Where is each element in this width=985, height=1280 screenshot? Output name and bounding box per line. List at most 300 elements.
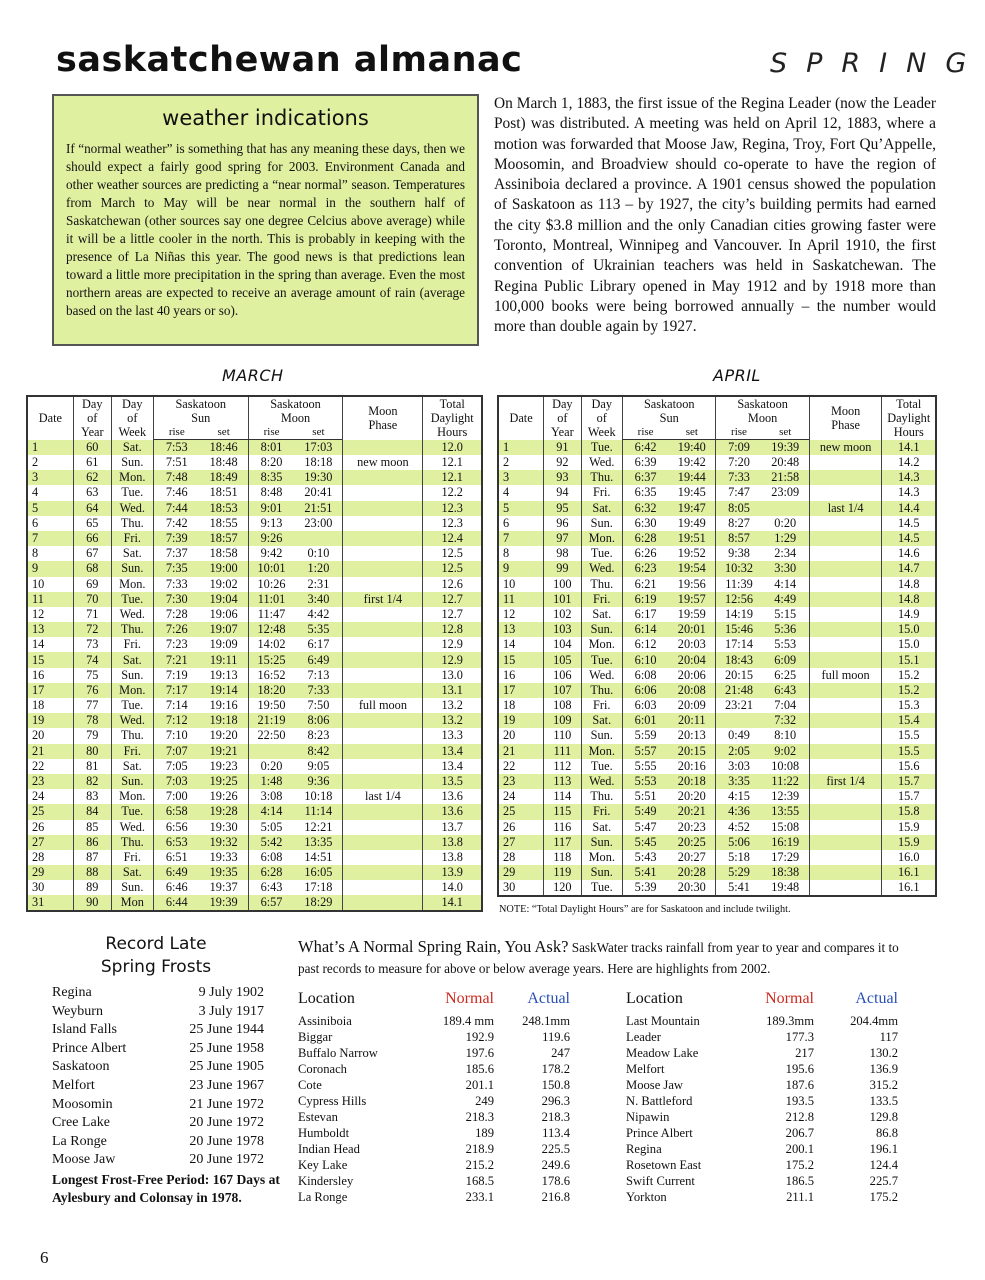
rain-normal: 195.6 xyxy=(785,1062,814,1076)
moon-rise-cell: 7:33 xyxy=(716,470,762,485)
moon-rise-cell: 6:08 xyxy=(248,850,294,865)
day-of-week-cell: Tue. xyxy=(111,592,153,607)
page-title: saskatchewan almanac xyxy=(56,40,523,80)
sun-rise-cell: 7:44 xyxy=(153,501,199,516)
day-of-week-cell: Tue. xyxy=(581,880,623,896)
sun-rise-cell: 6:08 xyxy=(623,668,669,683)
sun-rise-cell: 6:21 xyxy=(623,577,669,592)
moon-set-cell: 14:51 xyxy=(304,849,333,864)
moon-set-cell: 5:53 xyxy=(774,637,797,652)
header-sun-set: set xyxy=(200,425,248,440)
moon-phase-cell: new moon xyxy=(343,455,423,470)
rain-location: Humboldt xyxy=(298,1126,350,1140)
rain-table-right xyxy=(626,985,908,1205)
date-cell: 17 xyxy=(27,683,73,698)
date-cell: 7 xyxy=(27,531,73,546)
rain-header-actual: Actual xyxy=(527,990,570,1007)
moon-phase-cell xyxy=(809,470,882,485)
day-of-year-cell: 98 xyxy=(544,546,581,561)
date-cell: 14 xyxy=(503,637,516,652)
date-cell: 15 xyxy=(498,652,544,667)
moon-rise-cell: 3:35 xyxy=(716,774,762,789)
day-of-week-cell: Tue. xyxy=(111,804,153,819)
date-cell: 11 xyxy=(498,592,544,607)
table-row xyxy=(498,652,936,667)
table-row xyxy=(27,880,482,895)
frost-free-period: Longest Frost-Free Period: 167 Days at Aylesbury and Colonsay in 1978. xyxy=(52,1172,280,1205)
moon-phase-cell xyxy=(343,637,423,652)
date-cell: 19 xyxy=(27,713,73,728)
table-row xyxy=(27,668,482,683)
date-cell: 28 xyxy=(32,849,45,864)
table-row xyxy=(27,592,482,607)
day-of-year-cell: 97 xyxy=(544,531,581,546)
moon-rise-cell: 4:52 xyxy=(716,820,762,835)
day-of-year-cell: 108 xyxy=(544,698,581,713)
day-of-year-cell: 119 xyxy=(544,865,581,880)
moon-set-cell: 3:40 xyxy=(294,592,342,607)
table-row xyxy=(27,865,482,880)
day-of-week-cell: Wed. xyxy=(111,713,153,728)
day-of-year-cell: 87 xyxy=(73,850,111,865)
moon-set-cell: 8:42 xyxy=(294,744,342,759)
daylight-hours-cell: 15.2 xyxy=(882,683,936,698)
rain-location: Swift Current xyxy=(626,1174,695,1188)
sun-set-cell: 20:03 xyxy=(677,637,706,652)
date-cell: 24 xyxy=(503,789,516,804)
header-moon-set: set xyxy=(294,425,342,440)
moon-set-cell: 15:08 xyxy=(771,819,800,834)
rain-normal: 185.6 xyxy=(465,1062,494,1076)
rain-actual: 119.6 xyxy=(542,1030,570,1044)
frost-location: Moosomin xyxy=(52,1096,113,1112)
table-row xyxy=(498,470,936,485)
sun-rise-cell: 5:45 xyxy=(623,835,669,850)
date-cell: 22 xyxy=(503,758,516,773)
moon-rise-cell: 6:43 xyxy=(248,880,294,895)
rain-location: Buffalo Narrow xyxy=(298,1046,378,1060)
date-cell: 11 xyxy=(27,592,73,607)
moon-rise-cell: 0:49 xyxy=(716,728,762,743)
daylight-hours-cell: 13.4 xyxy=(423,759,482,774)
day-of-week-cell: Thu. xyxy=(581,470,623,485)
moon-phase-cell xyxy=(343,622,423,637)
sun-set-cell: 19:57 xyxy=(668,592,716,607)
day-of-week-cell: Sat. xyxy=(111,440,153,456)
date-cell: 3 xyxy=(27,470,73,485)
sun-rise-cell: 6:53 xyxy=(153,835,199,850)
day-of-year-cell: 117 xyxy=(544,835,581,850)
day-of-week-cell: Sun. xyxy=(581,622,623,637)
rain-location: La Ronge xyxy=(298,1190,348,1204)
day-of-week-cell: Tue. xyxy=(111,698,153,713)
rain-actual: 216.8 xyxy=(541,1190,570,1204)
sun-rise-cell: 7:30 xyxy=(153,592,199,607)
rain-location: Coronach xyxy=(298,1062,347,1076)
day-of-year-cell: 103 xyxy=(544,622,581,637)
header-sun-rise: rise xyxy=(153,425,199,440)
table-row xyxy=(27,440,482,456)
day-of-week-cell: Sun. xyxy=(111,561,153,576)
moon-phase-cell xyxy=(343,577,423,592)
table-row xyxy=(27,622,482,637)
date-cell: 6 xyxy=(503,515,510,530)
day-of-year-cell: 77 xyxy=(73,698,111,713)
table-row xyxy=(298,1189,588,1205)
daylight-hours-cell: 12.1 xyxy=(423,455,482,470)
march-label: MARCH xyxy=(222,366,284,385)
table-row xyxy=(626,1141,908,1157)
moon-rise-cell: 4:15 xyxy=(716,789,762,804)
rain-heading: What’s A Normal Spring Rain, You Ask? xyxy=(298,937,569,956)
date-cell: 19 xyxy=(498,713,544,728)
daylight-hours-cell: 15.8 xyxy=(882,804,936,819)
day-of-week-cell: Tue. xyxy=(581,440,623,456)
moon-phase-cell xyxy=(809,713,882,728)
daylight-hours-cell: 14.0 xyxy=(423,880,482,895)
table-row xyxy=(498,592,936,607)
moon-phase-cell xyxy=(809,683,882,698)
daylight-hours-cell: 12.1 xyxy=(423,470,482,485)
moon-set-cell: 18:29 xyxy=(294,895,342,911)
table-row xyxy=(298,1173,588,1189)
daylight-hours-cell: 12.3 xyxy=(423,516,482,531)
header-day-of-year-line: Day xyxy=(82,397,103,412)
date-cell: 21 xyxy=(27,744,73,759)
table-row xyxy=(27,789,482,804)
table-row xyxy=(498,744,936,759)
day-of-year-cell: 88 xyxy=(73,865,111,880)
table-row xyxy=(27,698,482,713)
moon-set-cell: 1:29 xyxy=(762,531,810,546)
moon-phase-cell xyxy=(343,607,423,622)
sun-rise-cell: 7:12 xyxy=(153,713,199,728)
daylight-hours-cell: 12.2 xyxy=(423,485,482,500)
page-number: 6 xyxy=(40,1248,49,1267)
day-of-week-cell: Mon. xyxy=(111,789,153,804)
table-row xyxy=(298,1125,588,1141)
frost-location: Weyburn xyxy=(52,1003,103,1019)
day-of-week-cell: Sat. xyxy=(581,820,623,835)
sun-rise-cell: 6:17 xyxy=(623,607,669,622)
day-of-year-cell: 72 xyxy=(73,622,111,637)
date-cell: 10 xyxy=(32,576,45,591)
sun-set-cell: 20:28 xyxy=(668,865,716,880)
rain-normal: 177.3 xyxy=(785,1030,814,1044)
moon-phase-cell xyxy=(343,546,423,561)
moon-rise-cell: 5:29 xyxy=(716,865,762,880)
daylight-hours-cell: 16.1 xyxy=(882,880,936,896)
sun-set-cell: 19:11 xyxy=(200,652,248,667)
date-cell: 18 xyxy=(503,698,516,713)
sun-set-cell: 19:56 xyxy=(677,576,706,591)
moon-phase-cell xyxy=(809,759,882,774)
moon-set-cell: 13:35 xyxy=(294,835,342,850)
header-daylight-line: Total xyxy=(896,397,922,412)
day-of-year-cell: 68 xyxy=(73,561,111,576)
sun-set-cell: 19:16 xyxy=(209,698,238,713)
daylight-hours-cell: 14.8 xyxy=(882,577,936,592)
sun-rise-cell: 7:48 xyxy=(153,470,199,485)
moon-set-cell: 9:36 xyxy=(294,774,342,789)
frost-date: 20 June 1972 xyxy=(189,1115,264,1131)
moon-set-cell: 19:39 xyxy=(762,440,810,456)
daylight-hours-cell: 12.8 xyxy=(423,622,482,637)
moon-rise-cell: 9:38 xyxy=(716,546,762,561)
moon-phase-cell xyxy=(343,804,423,819)
moon-set-cell: 0:10 xyxy=(307,546,330,561)
sun-set-cell: 19:06 xyxy=(209,606,238,621)
moon-rise-cell: 20:15 xyxy=(716,668,762,683)
header-day-of-year xyxy=(544,396,581,440)
day-of-week-cell: Fri. xyxy=(581,592,623,607)
header-moon-rise: rise xyxy=(716,425,762,440)
day-of-week-cell: Tue. xyxy=(581,759,623,774)
daylight-hours-cell: 13.6 xyxy=(423,804,482,819)
sun-set-cell: 19:02 xyxy=(209,576,238,591)
daylight-hours-cell: 14.6 xyxy=(882,546,936,561)
frost-location: Saskatoon xyxy=(52,1059,110,1075)
date-cell: 26 xyxy=(503,819,516,834)
day-of-year-cell: 81 xyxy=(73,759,111,774)
table-row xyxy=(626,1029,908,1045)
rain-location: Moose Jaw xyxy=(626,1078,684,1092)
moon-set-cell: 23:09 xyxy=(771,485,800,500)
daylight-hours-cell: 14.1 xyxy=(882,440,936,456)
rain-location: Meadow Lake xyxy=(626,1046,699,1060)
date-cell: 13 xyxy=(498,622,544,637)
moon-set-cell: 6:09 xyxy=(762,652,810,667)
rain-location: Leader xyxy=(626,1030,661,1044)
daylight-hours-cell: 12.9 xyxy=(423,637,482,652)
moon-rise-cell: 23:21 xyxy=(716,698,762,713)
moon-phase-cell: full moon xyxy=(809,668,882,683)
daylight-hours-cell: 14.7 xyxy=(882,561,936,576)
header-day-of-week-line: Day xyxy=(122,397,143,412)
moon-set-cell: 11:14 xyxy=(294,804,342,819)
sun-rise-cell: 7:28 xyxy=(153,607,199,622)
day-of-week-cell: Sun. xyxy=(111,774,153,789)
moon-set-cell: 10:18 xyxy=(304,789,333,804)
header-daylight xyxy=(882,396,936,440)
day-of-year-cell: 63 xyxy=(73,485,111,500)
moon-rise-cell: 7:20 xyxy=(716,455,762,470)
header-daylight xyxy=(423,396,482,440)
day-of-week-cell: Thu. xyxy=(111,622,153,637)
header-day-of-year-line: Day xyxy=(552,397,573,412)
sun-rise-cell: 7:26 xyxy=(153,622,199,637)
moon-rise-cell: 5:06 xyxy=(716,835,762,850)
sun-rise-cell: 6:37 xyxy=(623,470,669,485)
header-daylight-line: Hours xyxy=(437,425,468,440)
header-moon xyxy=(248,396,343,425)
moon-set-cell: 6:17 xyxy=(307,637,330,652)
date-cell: 8 xyxy=(32,546,39,561)
date-cell: 23 xyxy=(498,774,544,789)
day-of-year-cell: 93 xyxy=(544,470,581,485)
moon-set-cell: 6:43 xyxy=(762,683,810,698)
table-row xyxy=(27,804,482,819)
moon-set-cell: 9:05 xyxy=(307,758,330,773)
moon-rise-cell: 0:20 xyxy=(248,759,294,774)
sun-set-cell: 18:49 xyxy=(200,470,248,485)
sun-set-cell: 19:18 xyxy=(200,713,248,728)
moon-rise-cell: 12:48 xyxy=(248,622,294,637)
moon-set-cell: 8:23 xyxy=(307,728,330,743)
header-day-of-week-line: Week xyxy=(118,425,147,440)
daylight-hours-cell: 12.9 xyxy=(423,652,482,667)
day-of-year-cell: 79 xyxy=(73,728,111,743)
moon-set-cell: 8:10 xyxy=(774,728,797,743)
header-moon-phase-line: Moon xyxy=(368,404,398,419)
sun-rise-cell: 6:23 xyxy=(623,561,669,576)
moon-set-cell: 8:06 xyxy=(294,713,342,728)
table-row xyxy=(27,607,482,622)
table-row xyxy=(626,1077,908,1093)
table-row xyxy=(498,607,936,622)
daylight-hours-cell: 12.5 xyxy=(423,561,482,576)
sun-set-cell: 20:04 xyxy=(668,652,716,667)
date-cell: 1 xyxy=(27,440,73,456)
day-of-year-cell: 90 xyxy=(73,895,111,911)
sun-rise-cell: 7:03 xyxy=(153,774,199,789)
day-of-week-cell: Sun. xyxy=(581,865,623,880)
moon-set-cell: 2:31 xyxy=(307,576,330,591)
sun-rise-cell: 7:51 xyxy=(153,455,199,470)
date-cell: 22 xyxy=(32,758,45,773)
day-of-week-cell: Thu. xyxy=(581,683,623,698)
frosts-title-line2: Spring Frosts xyxy=(100,957,212,977)
moon-phase-cell xyxy=(343,683,423,698)
day-of-week-cell: Tue. xyxy=(581,546,623,561)
header-date: Date xyxy=(509,411,533,426)
day-of-year-cell: 107 xyxy=(544,683,581,698)
day-of-year-cell: 85 xyxy=(73,820,111,835)
daylight-hours-cell: 12.7 xyxy=(423,592,482,607)
moon-phase-cell xyxy=(343,895,423,911)
april-table xyxy=(497,395,937,897)
rain-location: Regina xyxy=(626,1142,662,1156)
table-row xyxy=(626,1173,908,1189)
rain-location: N. Battleford xyxy=(626,1094,693,1108)
daylight-hours-cell: 15.9 xyxy=(882,820,936,835)
rain-intro xyxy=(298,936,918,979)
moon-set-cell: 7:50 xyxy=(307,698,330,713)
day-of-week-cell: Thu. xyxy=(581,577,623,592)
moon-rise-cell: 11:01 xyxy=(248,592,294,607)
sun-set-cell: 19:52 xyxy=(677,546,706,561)
sun-rise-cell: 6:03 xyxy=(623,698,669,713)
moon-rise-cell: 7:47 xyxy=(716,485,762,500)
table-row xyxy=(298,1029,588,1045)
daylight-hours-cell: 13.8 xyxy=(423,835,482,850)
rain-normal: 212.8 xyxy=(785,1110,814,1124)
date-cell: 4 xyxy=(32,485,39,500)
moon-set-cell: 23:00 xyxy=(304,515,333,530)
day-of-year-cell: 92 xyxy=(544,455,581,470)
day-of-year-cell: 101 xyxy=(544,592,581,607)
moon-phase-cell xyxy=(809,880,882,896)
day-of-week-cell: Sat. xyxy=(581,501,623,516)
daylight-hours-cell: 13.4 xyxy=(423,744,482,759)
frost-date: 23 June 1967 xyxy=(189,1077,264,1093)
day-of-week-cell: Sun. xyxy=(581,516,623,531)
frost-row xyxy=(52,1040,264,1059)
daylight-hours-cell: 12.0 xyxy=(423,440,482,456)
moon-set-cell xyxy=(294,531,342,546)
moon-phase-cell: last 1/4 xyxy=(343,789,423,804)
date-cell: 27 xyxy=(498,835,544,850)
table-row xyxy=(27,652,482,667)
header-moon-line: Moon xyxy=(747,411,778,425)
table-row xyxy=(498,759,936,774)
day-of-year-cell: 112 xyxy=(544,759,581,774)
table-row xyxy=(27,470,482,485)
moon-rise-cell: 15:46 xyxy=(716,622,762,637)
date-cell: 9 xyxy=(27,561,73,576)
moon-rise-cell: 10:01 xyxy=(248,561,294,576)
moon-rise-cell: 8:35 xyxy=(248,470,294,485)
moon-set-cell: 10:08 xyxy=(771,758,800,773)
table-row xyxy=(298,1077,588,1093)
sun-rise-cell: 7:10 xyxy=(153,728,199,743)
rain-location: Indian Head xyxy=(298,1142,360,1156)
rain-location: Cote xyxy=(298,1078,322,1092)
moon-rise-cell: 21:19 xyxy=(248,713,294,728)
frost-location: Island Falls xyxy=(52,1022,117,1038)
table-row xyxy=(27,531,482,546)
table-row xyxy=(498,531,936,546)
table-row xyxy=(27,744,482,759)
date-cell: 4 xyxy=(503,485,510,500)
daylight-hours-cell: 15.7 xyxy=(882,774,936,789)
moon-rise-cell: 19:50 xyxy=(248,698,294,713)
frost-date: 20 June 1972 xyxy=(189,1152,264,1168)
moon-set-cell: 7:32 xyxy=(762,713,810,728)
day-of-year-cell: 82 xyxy=(73,774,111,789)
sun-set-cell: 19:40 xyxy=(668,440,716,456)
sun-set-cell: 19:49 xyxy=(677,515,706,530)
sun-rise-cell: 5:39 xyxy=(623,880,669,896)
daylight-hours-cell: 14.4 xyxy=(882,501,936,516)
sun-set-cell: 19:39 xyxy=(200,895,248,911)
frosts-list xyxy=(52,984,264,1170)
rain-actual: 86.8 xyxy=(875,1126,898,1140)
sun-set-cell: 20:11 xyxy=(668,713,716,728)
day-of-year-cell: 104 xyxy=(544,637,581,652)
moon-phase-cell: first 1/4 xyxy=(809,774,882,789)
moon-phase-cell: full moon xyxy=(343,698,423,713)
moon-rise-cell: 8:20 xyxy=(248,455,294,470)
rain-normal: 168.5 xyxy=(465,1174,494,1188)
sun-rise-cell: 6:35 xyxy=(623,485,669,500)
sun-rise-cell: 6:56 xyxy=(153,820,199,835)
moon-rise-cell: 4:36 xyxy=(716,804,762,819)
moon-phase-cell xyxy=(809,728,882,743)
table-row xyxy=(498,683,936,698)
day-of-week-cell: Sat. xyxy=(581,713,623,728)
rain-location: Assiniboia xyxy=(298,1014,352,1028)
rain-location: Nipawin xyxy=(626,1110,670,1124)
rain-actual: 175.2 xyxy=(869,1190,898,1204)
date-cell: 16 xyxy=(503,667,516,682)
sun-rise-cell: 6:44 xyxy=(153,895,199,911)
day-of-year-cell: 86 xyxy=(73,835,111,850)
moon-phase-cell xyxy=(809,865,882,880)
sun-rise-cell: 6:30 xyxy=(623,516,669,531)
moon-rise-cell: 6:57 xyxy=(248,895,294,911)
frost-date: 9 July 1902 xyxy=(198,985,264,1000)
